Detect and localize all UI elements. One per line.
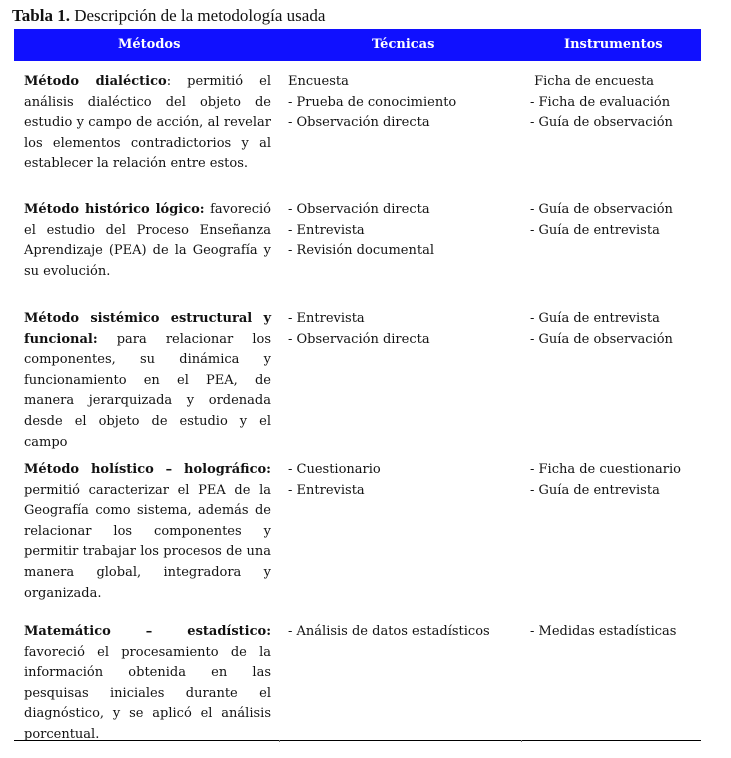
technique-item: - Entrevista: [288, 482, 365, 498]
techniques-cell: [288, 460, 518, 501]
method-description: para relacionar los componentes, su dinámica y funcionamiento en el PEA, de manera jerarquizada y ordenada desde el objeto de estudio y el campo: [24, 331, 271, 450]
method-term: Método holístico – holográfico:: [24, 462, 271, 477]
table-bottom-rule: [14, 740, 701, 741]
instrument-item: - Guía de entrevista: [530, 311, 660, 326]
instruments-cell: [530, 200, 700, 241]
instrument-item: - Guía de observación: [530, 115, 673, 131]
instruments-cell: [530, 460, 700, 501]
caption-text: Descripción de la metodología usada: [69, 6, 326, 25]
technique-item: - Revisión documental: [288, 243, 434, 259]
instruments-cell: [530, 622, 700, 643]
technique-item: - Cuestionario: [288, 462, 381, 477]
technique-item: - Observación directa: [288, 115, 430, 131]
instruments-cell: [530, 309, 700, 350]
method-cell: [24, 200, 271, 282]
method-cell: [24, 460, 271, 604]
techniques-cell: [288, 622, 518, 643]
instrument-item: - Guía de entrevista: [530, 482, 660, 498]
instrument-item: - Guía de observación: [530, 331, 673, 347]
method-cell: [24, 309, 271, 453]
method-term: Método dialéctico: [24, 74, 167, 89]
instrument-item: - Ficha de evaluación: [530, 94, 671, 110]
table-header: [14, 29, 701, 61]
method-term: Método histórico lógico:: [24, 202, 205, 217]
techniques-cell: [288, 72, 518, 134]
instrument-item: - Medidas estadísticas: [530, 624, 677, 639]
instrument-item: - Guía de observación: [530, 202, 673, 217]
technique-item: Encuesta: [288, 74, 349, 89]
technique-item: - Observación directa: [288, 202, 430, 217]
method-description: permitió caracterizar el PEA de la Geografía como sistema, además de relacionar los componentes y permitir trabajar los procesos de una manera global, integradora y organizada.: [24, 482, 271, 601]
instruments-cell: [530, 72, 700, 134]
method-cell: [24, 72, 271, 175]
method-description: : permitió el análisis dialéctico del objeto de estudio y campo de acción, al revelar los elementos contradictorios y al establecer la relación entre estos.: [24, 74, 272, 172]
method-description: favoreció el procesamiento de la información obtenida en las pesquisas iniciales durante el diagnóstico, y se aplicó el análisis porcentual.: [24, 644, 271, 742]
techniques-cell: [288, 309, 518, 350]
column-divider-tick: [279, 740, 280, 742]
technique-item: - Entrevista: [288, 311, 365, 326]
technique-item: - Análisis de datos estadísticos: [288, 624, 490, 639]
method-term: Matemático – estadístico:: [24, 624, 271, 639]
table-caption: [12, 6, 325, 26]
technique-item: - Observación directa: [288, 331, 430, 347]
instrument-item: - Guía de entrevista: [530, 222, 660, 238]
techniques-cell: [288, 200, 518, 262]
instrument-item: - Ficha de cuestionario: [530, 462, 681, 477]
method-cell: [24, 622, 271, 746]
header-metodos: Métodos: [118, 37, 181, 52]
technique-item: - Prueba de conocimiento: [288, 94, 457, 110]
technique-item: - Entrevista: [288, 222, 365, 238]
method-description: favoreció el estudio del Proceso Enseñanza Aprendizaje (PEA) de la Geografía y su evolución.: [24, 202, 271, 279]
column-divider-tick: [521, 740, 522, 742]
caption-label: Tabla 1.: [12, 6, 70, 25]
header-tecnicas: Técnicas: [372, 37, 435, 52]
instrument-item: Ficha de encuesta: [530, 74, 655, 89]
header-instrumentos: Instrumentos: [564, 37, 663, 52]
method-term: Método sistémico estructural y funcional:: [24, 311, 271, 347]
